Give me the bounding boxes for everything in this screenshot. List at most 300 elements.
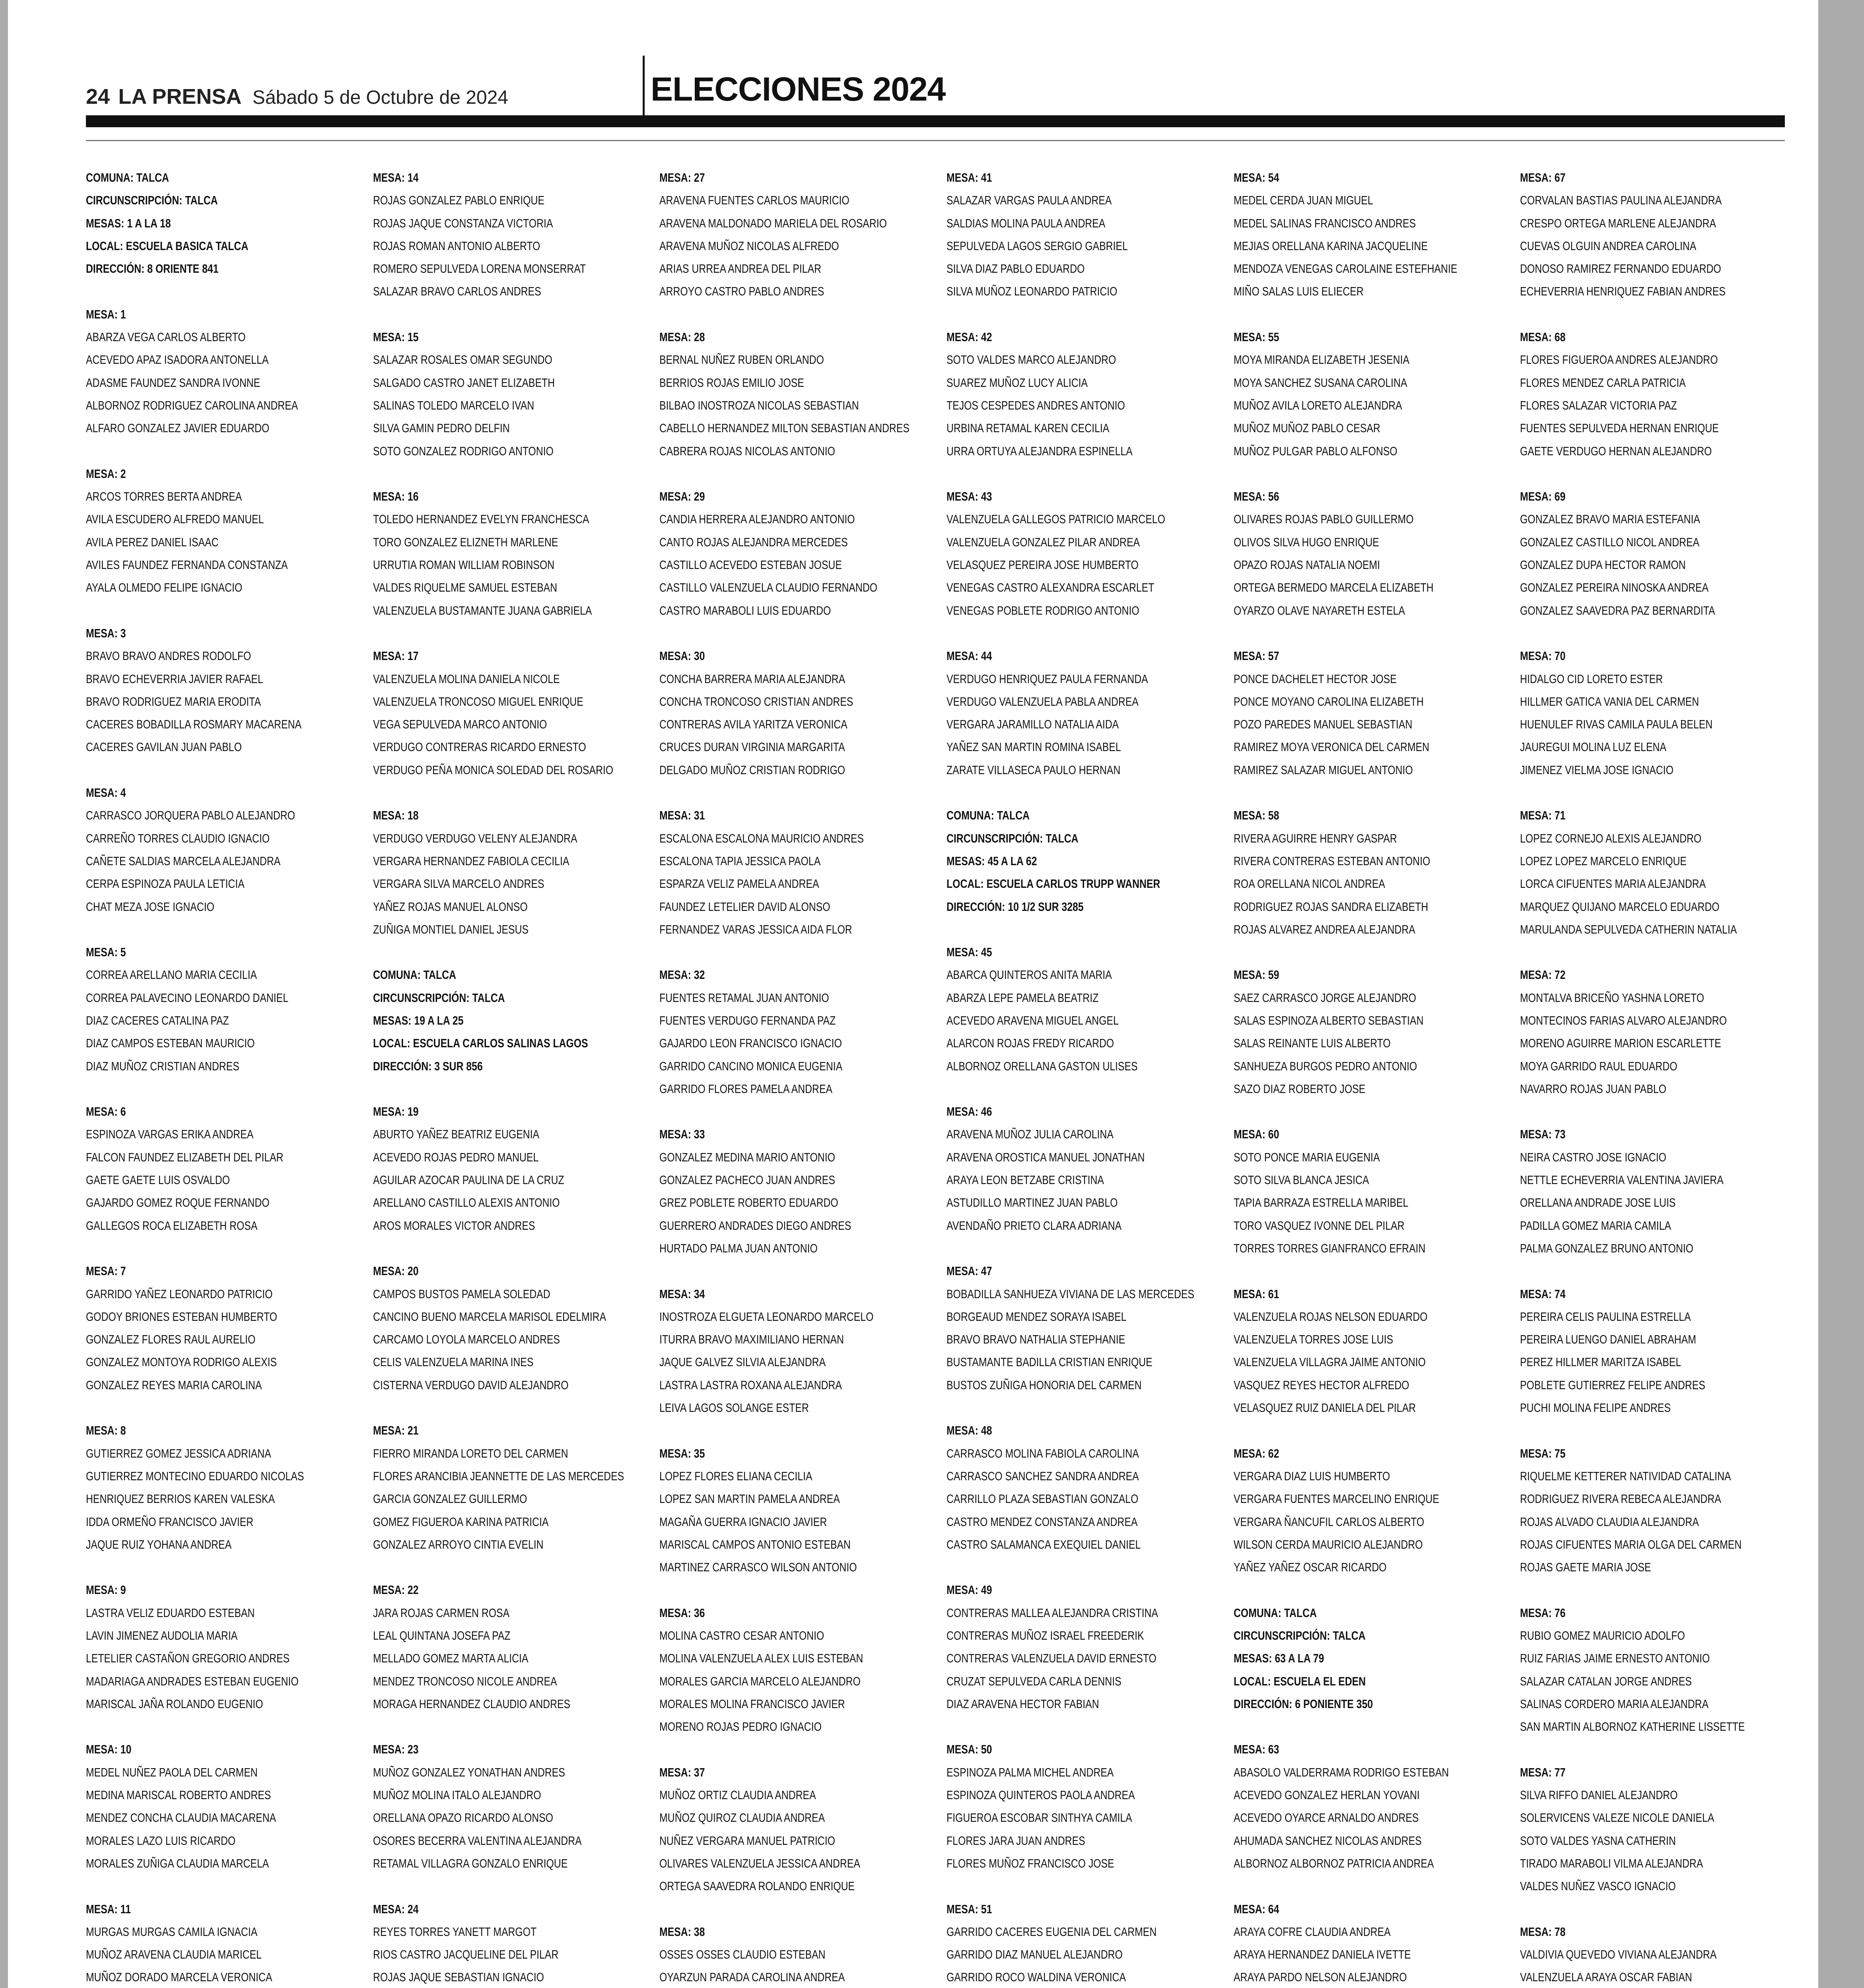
mesa-heading: MESA: 27: [659, 171, 705, 184]
voter-name: ARAVENA MALDONADO MARIELA DEL ROSARIO: [659, 216, 887, 230]
voter-name: ADASME FAUNDEZ SANDRA IVONNE: [86, 375, 260, 390]
mesa-heading: MESA: 46: [947, 1105, 992, 1119]
voter-name: CARCAMO LOYOLA MARCELO ANDRES: [373, 1332, 560, 1347]
voter-name: CARREÑO TORRES CLAUDIO IGNACIO: [86, 831, 270, 845]
voter-name: MURGAS MURGAS CAMILA IGNACIA: [86, 1924, 258, 1939]
voter-name: GAJARDO LEON FRANCISCO IGNACIO: [659, 1036, 842, 1050]
voter-name: SOTO VALDES YASNA CATHERIN: [1520, 1833, 1676, 1848]
mesa-heading: MESA: 18: [373, 808, 419, 823]
voter-name: GARRIDO CACERES EUGENIA DEL CARMEN: [947, 1924, 1157, 1939]
voter-name: LOPEZ CORNEJO ALEXIS ALEJANDRO: [1520, 831, 1702, 845]
voter-name: MOYA SANCHEZ SUSANA CAROLINA: [1234, 375, 1407, 390]
voter-name: ACEVEDO APAZ ISADORA ANTONELLA: [86, 353, 269, 367]
voter-name: GARCIA GONZALEZ GUILLERMO: [373, 1492, 527, 1506]
voter-name: TEJOS CESPEDES ANDRES ANTONIO: [947, 398, 1125, 412]
voter-name: SOTO VALDES MARCO ALEJANDRO: [947, 353, 1116, 367]
list-spacer: [86, 1237, 360, 1260]
voter-name: ORTEGA SAAVEDRA ROLANDO ENRIQUE: [659, 1879, 855, 1893]
voter-name: VASQUEZ REYES HECTOR ALFREDO: [1234, 1378, 1409, 1392]
local-info: LOCAL: ESCUELA CARLOS TRUPP WANNER: [947, 877, 1160, 891]
list-spacer: [86, 918, 360, 941]
voter-name: ARROYO CASTRO PABLO ANDRES: [659, 284, 824, 299]
voter-name: LASTRA LASTRA ROXANA ALEJANDRA: [659, 1378, 842, 1392]
voter-name: CARRASCO SANCHEZ SANDRA ANDREA: [947, 1469, 1139, 1483]
mesa-heading: MESA: 64: [1234, 1902, 1279, 1916]
list-spacer: [947, 303, 1221, 326]
mesa-heading: MESA: 14: [373, 171, 419, 184]
voter-name: PONCE DACHELET HECTOR JOSE: [1234, 672, 1397, 686]
voter-name: VALDES NUÑEZ VASCO IGNACIO: [1520, 1879, 1676, 1893]
voter-name: FALCON FAUNDEZ ELIZABETH DEL PILAR: [86, 1150, 284, 1164]
list-spacer: [373, 941, 647, 963]
voter-name: ARIAS URREA ANDREA DEL PILAR: [659, 262, 822, 276]
list-spacer: [1234, 462, 1508, 485]
voter-name: CONTRERAS MALLEA ALEJANDRA CRISTINA: [947, 1606, 1158, 1620]
local-info: CIRCUNSCRIPCIÓN: TALCA: [1234, 1629, 1366, 1642]
voter-name: FUENTES VERDUGO FERNANDA PAZ: [659, 1013, 836, 1027]
voter-name: TAPIA BARRAZA ESTRELLA MARIBEL: [1234, 1196, 1409, 1210]
voter-name: FLORES MUÑOZ FRANCISCO JOSE: [947, 1856, 1114, 1870]
mesa-heading: MESA: 8: [86, 1423, 126, 1438]
voter-name: MOYA GARRIDO RAUL EDUARDO: [1520, 1059, 1677, 1073]
voter-name: AROS MORALES VICTOR ANDRES: [373, 1218, 535, 1233]
voter-name: SANHUEZA BURGOS PEDRO ANTONIO: [1234, 1059, 1417, 1073]
column-1: [86, 166, 360, 1988]
voter-name: CARRASCO JORQUERA PABLO ALEJANDRO: [86, 808, 295, 823]
list-spacer: [947, 1237, 1221, 1260]
local-info: MESAS: 1 A LA 18: [86, 216, 171, 230]
column-3: [659, 166, 934, 1988]
voter-name: ESPINOZA VARGAS ERIKA ANDREA: [86, 1127, 254, 1142]
mesa-heading: MESA: 16: [373, 489, 419, 504]
voter-name: VALENZUELA BUSTAMANTE JUANA GABRIELA: [373, 603, 592, 617]
local-info: CIRCUNSCRIPCIÓN: TALCA: [947, 831, 1079, 845]
voter-name: GONZALEZ BRAVO MARIA ESTEFANIA: [1520, 512, 1700, 526]
voter-name: JAUREGUI MOLINA LUZ ELENA: [1520, 740, 1666, 754]
voter-name: SALAZAR BRAVO CARLOS ANDRES: [373, 284, 541, 299]
mesa-heading: MESA: 42: [947, 330, 992, 344]
voter-name: MONTALVA BRICEÑO YASHNA LORETO: [1520, 990, 1705, 1005]
local-info: LOCAL: ESCUELA BASICA TALCA: [86, 239, 249, 253]
voter-name: VERGARA SILVA MARCELO ANDRES: [373, 877, 544, 891]
voter-name: GARRIDO CANCINO MONICA EUGENIA: [659, 1059, 843, 1073]
polling-lists: [86, 166, 1796, 1988]
voter-name: FUENTES SEPULVEDA HERNAN ENRIQUE: [1520, 421, 1719, 435]
voter-name: CHAT MEZA JOSE IGNACIO: [86, 899, 214, 914]
voter-name: MORAGA HERNANDEZ CLAUDIO ANDRES: [373, 1697, 571, 1711]
voter-name: PEREIRA LUENGO DANIEL ABRAHAM: [1520, 1332, 1696, 1347]
voter-name: PEREZ HILLMER MARITZA ISABEL: [1520, 1355, 1681, 1369]
voter-name: ROJAS ROMAN ANTONIO ALBERTO: [373, 239, 540, 253]
voter-name: ACEVEDO GONZALEZ HERLAN YOVANI: [1234, 1788, 1420, 1802]
voter-name: CONTRERAS MUÑOZ ISRAEL FREEDERIK: [947, 1629, 1144, 1642]
mesa-heading: MESA: 22: [373, 1583, 419, 1597]
list-spacer: [1234, 303, 1508, 326]
mesa-heading: MESA: 23: [373, 1742, 419, 1757]
voter-name: FLORES FIGUEROA ANDRES ALEJANDRO: [1520, 353, 1718, 367]
voter-name: BOBADILLA SANHUEZA VIVIANA DE LAS MERCEDES: [947, 1287, 1194, 1301]
voter-name: MOLINA VALENZUELA ALEX LUIS ESTEBAN: [659, 1651, 863, 1666]
mesa-heading: MESA: 33: [659, 1127, 705, 1142]
voter-name: CABRERA ROJAS NICOLAS ANTONIO: [659, 444, 835, 458]
mesa-heading: MESA: 21: [373, 1423, 419, 1438]
voter-name: MUÑOZ ARAVENA CLAUDIA MARICEL: [86, 1947, 262, 1962]
mesa-heading: MESA: 15: [373, 330, 419, 344]
voter-name: ROMERO SEPULVEDA LORENA MONSERRAT: [373, 262, 586, 276]
list-spacer: [373, 1715, 647, 1738]
mesa-heading: MESA: 57: [1234, 649, 1279, 663]
mesa-heading: MESA: 78: [1520, 1924, 1566, 1939]
voter-name: POZO PAREDES MANUEL SEBASTIAN: [1234, 717, 1413, 732]
local-info: DIRECCIÓN: 10 1/2 SUR 3285: [947, 899, 1084, 914]
section-title: ELECCIONES 2024: [651, 70, 946, 108]
voter-name: MORENO AGUIRRE MARION ESCARLETTE: [1520, 1036, 1721, 1050]
voter-name: RODRIGUEZ ROJAS SANDRA ELIZABETH: [1234, 899, 1429, 914]
list-spacer: [86, 599, 360, 622]
voter-name: ALBORNOZ RODRIGUEZ CAROLINA ANDREA: [86, 398, 298, 412]
voter-name: MORALES LAZO LUIS RICARDO: [86, 1833, 236, 1848]
voter-name: ACEVEDO ARAVENA MIGUEL ANGEL: [947, 1013, 1119, 1027]
mesa-heading: MESA: 63: [1234, 1742, 1279, 1757]
mesa-heading: MESA: 76: [1520, 1606, 1566, 1620]
voter-name: VERDUGO CONTRERAS RICARDO ERNESTO: [373, 740, 586, 754]
mesa-heading: MESA: 45: [947, 945, 992, 959]
voter-name: ALBORNOZ ORELLANA GASTON ULISES: [947, 1059, 1138, 1073]
voter-name: VERGARA JARAMILLO NATALIA AIDA: [947, 717, 1119, 732]
local-info: COMUNA: TALCA: [947, 808, 1030, 823]
voter-name: TOLEDO HERNANDEZ EVELYN FRANCHESCA: [373, 512, 589, 526]
voter-name: CABELLO HERNANDEZ MILTON SEBASTIAN ANDRES: [659, 421, 910, 435]
column-2: [373, 166, 647, 1988]
list-spacer: [86, 1715, 360, 1738]
local-info: LOCAL: ESCUELA EL EDEN: [1234, 1674, 1366, 1688]
voter-name: ECHEVERRIA HENRIQUEZ FABIAN ANDRES: [1520, 284, 1726, 299]
voter-name: MUÑOZ AVILA LORETO ALEJANDRA: [1234, 398, 1402, 412]
column-6: [1520, 166, 1794, 1988]
voter-name: VALENZUELA ROJAS NELSON EDUARDO: [1234, 1309, 1428, 1324]
voter-name: ESPINOZA PALMA MICHEL ANDREA: [947, 1765, 1114, 1779]
list-spacer: [1234, 1100, 1508, 1123]
voter-name: MEJIAS ORELLANA KARINA JACQUELINE: [1234, 239, 1428, 253]
mesa-heading: MESA: 51: [947, 1902, 992, 1916]
list-spacer: [1520, 1578, 1794, 1601]
voter-name: MENDEZ TRONCOSO NICOLE ANDREA: [373, 1674, 557, 1688]
voter-name: SOLERVICENS VALEZE NICOLE DANIELA: [1520, 1811, 1714, 1825]
mesa-heading: MESA: 41: [947, 171, 992, 184]
voter-name: CONCHA BARRERA MARIA ALEJANDRA: [659, 672, 846, 686]
voter-name: LOPEZ LOPEZ MARCELO ENRIQUE: [1520, 854, 1687, 868]
list-spacer: [659, 1898, 934, 1920]
list-spacer: [86, 1556, 360, 1578]
list-spacer: [947, 918, 1221, 941]
voter-name: VALDES RIQUELME SAMUEL ESTEBAN: [373, 580, 558, 595]
voter-name: VALENZUELA ARAYA OSCAR FABIAN: [1520, 1970, 1692, 1984]
voter-name: PEREIRA CELIS PAULINA ESTRELLA: [1520, 1309, 1691, 1324]
voter-name: MIÑO SALAS LUIS ELIECER: [1234, 284, 1364, 299]
voter-name: CASTRO MENDEZ CONSTANZA ANDREA: [947, 1514, 1138, 1529]
voter-name: GUTIERREZ MONTECINO EDUARDO NICOLAS: [86, 1469, 304, 1483]
voter-name: SILVA DIAZ PABLO EDUARDO: [947, 262, 1085, 276]
mesa-heading: MESA: 68: [1520, 330, 1566, 344]
local-info: COMUNA: TALCA: [1234, 1606, 1317, 1620]
list-spacer: [659, 622, 934, 645]
voter-name: BRAVO ECHEVERRIA JAVIER RAFAEL: [86, 672, 263, 686]
column-4: [947, 166, 1221, 1988]
voter-name: VERGARA ÑANCUFIL CARLOS ALBERTO: [1234, 1514, 1425, 1529]
list-spacer: [86, 280, 360, 303]
list-spacer: [1520, 1419, 1794, 1442]
voter-name: MUÑOZ DORADO MARCELA VERONICA: [86, 1970, 272, 1984]
voter-name: JARA ROJAS CARMEN ROSA: [373, 1606, 510, 1620]
voter-name: LOPEZ FLORES ELIANA CECILIA: [659, 1469, 812, 1483]
voter-name: GAETE GAETE LUIS OSVALDO: [86, 1173, 230, 1187]
mesa-heading: MESA: 67: [1520, 171, 1566, 184]
mesa-heading: MESA: 24: [373, 1902, 419, 1916]
list-spacer: [1234, 781, 1508, 804]
voter-name: GONZALEZ DUPA HECTOR RAMON: [1520, 558, 1686, 572]
voter-name: CANTO ROJAS ALEJANDRA MERCEDES: [659, 535, 848, 549]
mesa-heading: MESA: 61: [1234, 1287, 1279, 1301]
list-spacer: [373, 781, 647, 804]
voter-name: MELLADO GOMEZ MARTA ALICIA: [373, 1651, 529, 1666]
voter-name: PADILLA GOMEZ MARIA CAMILA: [1520, 1218, 1671, 1233]
local-info: COMUNA: TALCA: [86, 171, 169, 184]
voter-name: MARQUEZ QUIJANO MARCELO EDUARDO: [1520, 899, 1720, 914]
mesa-heading: MESA: 31: [659, 808, 705, 823]
voter-name: RETAMAL VILLAGRA GONZALO ENRIQUE: [373, 1856, 568, 1870]
voter-name: MENDEZ CONCHA CLAUDIA MACARENA: [86, 1811, 276, 1825]
mesa-heading: MESA: 55: [1234, 330, 1279, 344]
local-info: MESAS: 45 A LA 62: [947, 854, 1037, 868]
mesa-heading: MESA: 69: [1520, 489, 1566, 504]
voter-name: DIAZ CACERES CATALINA PAZ: [86, 1013, 229, 1027]
voter-name: NETTLE ECHEVERRIA VALENTINA JAVIERA: [1520, 1173, 1724, 1187]
list-spacer: [947, 622, 1221, 645]
list-spacer: [947, 1556, 1221, 1578]
voter-name: LAVIN JIMENEZ AUDOLIA MARIA: [86, 1629, 238, 1642]
voter-name: DIAZ CAMPOS ESTEBAN MAURICIO: [86, 1036, 255, 1050]
mesa-heading: MESA: 56: [1234, 489, 1279, 504]
list-spacer: [373, 1396, 647, 1419]
voter-name: OLIVARES VALENZUELA JESSICA ANDREA: [659, 1856, 860, 1870]
mesa-heading: MESA: 74: [1520, 1287, 1566, 1301]
voter-name: VALENZUELA GONZALEZ PILAR ANDREA: [947, 535, 1140, 549]
voter-name: MEDEL NUÑEZ PAOLA DEL CARMEN: [86, 1765, 258, 1779]
list-spacer: [86, 1396, 360, 1419]
voter-name: OLIVARES ROJAS PABLO GUILLERMO: [1234, 512, 1414, 526]
voter-name: RUBIO GOMEZ MAURICIO ADOLFO: [1520, 1629, 1685, 1642]
voter-name: VENEGAS CASTRO ALEXANDRA ESCARLET: [947, 580, 1155, 595]
list-spacer: [373, 1077, 647, 1100]
voter-name: MAGAÑA GUERRA IGNACIO JAVIER: [659, 1514, 827, 1529]
voter-name: MARTINEZ CARRASCO WILSON ANTONIO: [659, 1560, 857, 1574]
mesa-heading: MESA: 59: [1234, 968, 1279, 982]
voter-name: CORREA ARELLANO MARIA CECILIA: [86, 968, 257, 982]
voter-name: CONCHA TRONCOSO CRISTIAN ANDRES: [659, 694, 853, 709]
voter-name: FIGUEROA ESCOBAR SINTHYA CAMILA: [947, 1811, 1132, 1825]
voter-name: LEIVA LAGOS SOLANGE ESTER: [659, 1401, 809, 1415]
voter-name: VERGARA HERNANDEZ FABIOLA CECILIA: [373, 854, 570, 868]
voter-name: BORGEAUD MENDEZ SORAYA ISABEL: [947, 1309, 1127, 1324]
mesa-heading: MESA: 29: [659, 489, 705, 504]
list-spacer: [86, 1077, 360, 1100]
voter-name: ORELLANA ANDRADE JOSE LUIS: [1520, 1196, 1676, 1210]
voter-name: MARISCAL CAMPOS ANTONIO ESTEBAN: [659, 1537, 851, 1551]
voter-name: LETELIER CASTAÑON GREGORIO ANDRES: [86, 1651, 290, 1666]
voter-name: GALLEGOS ROCA ELIZABETH ROSA: [86, 1218, 258, 1233]
list-spacer: [659, 1419, 934, 1442]
voter-name: ROJAS JAQUE CONSTANZA VICTORIA: [373, 216, 553, 230]
voter-name: OSSES OSSES CLAUDIO ESTEBAN: [659, 1947, 826, 1962]
list-spacer: [1234, 941, 1508, 963]
voter-name: GUERRERO ANDRADES DIEGO ANDRES: [659, 1218, 851, 1233]
voter-name: ARAVENA MUÑOZ NICOLAS ALFREDO: [659, 239, 839, 253]
voter-name: OYARZO OLAVE NAYARETH ESTELA: [1234, 603, 1405, 617]
list-spacer: [1520, 781, 1794, 804]
voter-name: GODOY BRIONES ESTEBAN HUMBERTO: [86, 1309, 277, 1324]
voter-name: CASTRO MARABOLI LUIS EDUARDO: [659, 603, 831, 617]
voter-name: TORO GONZALEZ ELIZNETH MARLENE: [373, 535, 558, 549]
mesa-heading: MESA: 28: [659, 330, 705, 344]
voter-name: MADARIAGA ANDRADES ESTEBAN EUGENIO: [86, 1674, 299, 1688]
mesa-heading: MESA: 75: [1520, 1446, 1566, 1460]
list-spacer: [1520, 1100, 1794, 1123]
voter-name: GONZALEZ MONTOYA RODRIGO ALEXIS: [86, 1355, 277, 1369]
voter-name: MUÑOZ ORTIZ CLAUDIA ANDREA: [659, 1788, 816, 1802]
voter-name: ACEVEDO ROJAS PEDRO MANUEL: [373, 1150, 539, 1164]
voter-name: SALINAS CORDERO MARIA ALEJANDRA: [1520, 1697, 1709, 1711]
voter-name: ARAYA PARDO NELSON ALEJANDRO: [1234, 1970, 1407, 1984]
voter-name: ABASOLO VALDERRAMA RODRIGO ESTEBAN: [1234, 1765, 1449, 1779]
mesa-heading: MESA: 73: [1520, 1127, 1566, 1142]
voter-name: ROJAS ALVAREZ ANDREA ALEJANDRA: [1234, 922, 1415, 936]
mesa-heading: MESA: 47: [947, 1264, 992, 1278]
voter-name: SUAREZ MUÑOZ LUCY ALICIA: [947, 375, 1088, 390]
voter-name: FLORES JARA JUAN ANDRES: [947, 1833, 1085, 1848]
voter-name: GARRIDO ROCO WALDINA VERONICA: [947, 1970, 1126, 1984]
voter-name: MEDEL SALINAS FRANCISCO ANDRES: [1234, 216, 1416, 230]
voter-name: HILLMER GATICA VANIA DEL CARMEN: [1520, 694, 1699, 709]
voter-name: SALAZAR ROSALES OMAR SEGUNDO: [373, 353, 552, 367]
list-spacer: [1234, 1875, 1508, 1897]
voter-name: DIAZ ARAVENA HECTOR FABIAN: [947, 1697, 1099, 1711]
voter-name: HIDALGO CID LORETO ESTER: [1520, 672, 1663, 686]
voter-name: BRAVO BRAVO ANDRES RODOLFO: [86, 649, 251, 663]
list-spacer: [1234, 1260, 1508, 1282]
voter-name: GARRIDO DIAZ MANUEL ALEJANDRO: [947, 1947, 1123, 1962]
voter-name: MARISCAL JAÑA ROLANDO EUGENIO: [86, 1697, 263, 1711]
voter-name: GONZALEZ PACHECO JUAN ANDRES: [659, 1173, 835, 1187]
voter-name: CRUZAT SEPULVEDA CARLA DENNIS: [947, 1674, 1122, 1688]
mesa-heading: MESA: 2: [86, 466, 126, 481]
mesa-heading: MESA: 4: [86, 786, 126, 800]
mesa-heading: MESA: 19: [373, 1105, 419, 1119]
voter-name: SILVA RIFFO DANIEL ALEJANDRO: [1520, 1788, 1678, 1802]
mesa-heading: MESA: 32: [659, 968, 705, 982]
voter-name: SALINAS TOLEDO MARCELO IVAN: [373, 398, 535, 412]
voter-name: CARRASCO MOLINA FABIOLA CAROLINA: [947, 1446, 1139, 1460]
voter-name: JAQUE GALVEZ SILVIA ALEJANDRA: [659, 1355, 826, 1369]
mesa-heading: MESA: 77: [1520, 1765, 1566, 1779]
newspaper-page: [8, 0, 1818, 1988]
voter-name: PONCE MOYANO CAROLINA ELIZABETH: [1234, 694, 1424, 709]
voter-name: ROJAS GAETE MARIA JOSE: [1520, 1560, 1651, 1574]
voter-name: JAQUE RUIZ YOHANA ANDREA: [86, 1537, 232, 1551]
voter-name: SALDIAS MOLINA PAULA ANDREA: [947, 216, 1106, 230]
voter-name: GONZALEZ PEREIRA NINOSKA ANDREA: [1520, 580, 1709, 595]
voter-name: MUÑOZ QUIROZ CLAUDIA ANDREA: [659, 1811, 825, 1825]
voter-name: VALENZUELA VILLAGRA JAIME ANTONIO: [1234, 1355, 1426, 1369]
voter-name: CASTILLO VALENZUELA CLAUDIO FERNANDO: [659, 580, 878, 595]
local-info: CIRCUNSCRIPCIÓN: TALCA: [86, 193, 218, 208]
voter-name: SOTO PONCE MARIA EUGENIA: [1234, 1150, 1380, 1164]
voter-name: CONTRERAS AVILA YARITZA VERONICA: [659, 717, 847, 732]
voter-name: GONZALEZ REYES MARIA CAROLINA: [86, 1378, 262, 1392]
list-spacer: [1520, 303, 1794, 326]
mesa-heading: MESA: 38: [659, 1924, 705, 1939]
voter-name: SALAS ESPINOZA ALBERTO SEBASTIAN: [1234, 1013, 1424, 1027]
voter-name: IDDA ORMEÑO FRANCISCO JAVIER: [86, 1514, 254, 1529]
voter-name: GREZ POBLETE ROBERTO EDUARDO: [659, 1196, 838, 1210]
voter-name: GUTIERREZ GOMEZ JESSICA ADRIANA: [86, 1446, 271, 1460]
voter-name: ARELLANO CASTILLO ALEXIS ANTONIO: [373, 1196, 560, 1210]
voter-name: ALARCON ROJAS FREDY RICARDO: [947, 1036, 1114, 1050]
list-spacer: [1520, 1738, 1794, 1761]
voter-name: CERPA ESPINOZA PAULA LETICIA: [86, 877, 245, 891]
voter-name: FAUNDEZ LETELIER DAVID ALONSO: [659, 899, 830, 914]
list-spacer: [373, 622, 647, 645]
voter-name: VELASQUEZ RUIZ DANIELA DEL PILAR: [1234, 1401, 1416, 1415]
voter-name: CASTRO SALAMANCA EXEQUIEL DANIEL: [947, 1537, 1141, 1551]
mesa-heading: MESA: 5: [86, 945, 126, 959]
voter-name: CACERES GAVILAN JUAN PABLO: [86, 740, 242, 754]
voter-name: URBINA RETAMAL KAREN CECILIA: [947, 421, 1110, 435]
mesa-heading: MESA: 50: [947, 1742, 992, 1757]
voter-name: RAMIREZ MOYA VERONICA DEL CARMEN: [1234, 740, 1429, 754]
voter-name: CARRILLO PLAZA SEBASTIAN GONZALO: [947, 1492, 1139, 1506]
voter-name: CORVALAN BASTIAS PAULINA ALEJANDRA: [1520, 193, 1722, 208]
mesa-heading: MESA: 60: [1234, 1127, 1279, 1142]
voter-name: VALENZUELA GALLEGOS PATRICIO MARCELO: [947, 512, 1165, 526]
list-spacer: [1520, 1898, 1794, 1920]
voter-name: MENDOZA VENEGAS CAROLAINE ESTEFHANIE: [1234, 262, 1458, 276]
voter-name: URRUTIA ROMAN WILLIAM ROBINSON: [373, 558, 555, 572]
list-spacer: [1520, 462, 1794, 485]
voter-name: CANCINO BUENO MARCELA MARISOL EDELMIRA: [373, 1309, 606, 1324]
voter-name: ABARCA QUINTEROS ANITA MARIA: [947, 968, 1112, 982]
voter-name: BRAVO BRAVO NATHALIA STEPHANIE: [947, 1332, 1125, 1347]
mesa-heading: MESA: 6: [86, 1105, 126, 1119]
local-info: DIRECCIÓN: 3 SUR 856: [373, 1059, 483, 1073]
voter-name: BUSTAMANTE BADILLA CRISTIAN ENRIQUE: [947, 1355, 1153, 1369]
voter-name: RUIZ FARIAS JAIME ERNESTO ANTONIO: [1520, 1651, 1710, 1666]
voter-name: CACERES BOBADILLA ROSMARY MACARENA: [86, 717, 302, 732]
voter-name: AVENDAÑO PRIETO CLARA ADRIANA: [947, 1218, 1122, 1233]
mesa-heading: MESA: 37: [659, 1765, 705, 1779]
voter-name: AGUILAR AZOCAR PAULINA DE LA CRUZ: [373, 1173, 564, 1187]
voter-name: CRESPO ORTEGA MARLENE ALEJANDRA: [1520, 216, 1716, 230]
mesa-heading: MESA: 49: [947, 1583, 992, 1597]
voter-name: PALMA GONZALEZ BRUNO ANTONIO: [1520, 1241, 1693, 1255]
mesa-heading: MESA: 30: [659, 649, 705, 663]
list-spacer: [947, 1077, 1221, 1100]
voter-name: GONZALEZ FLORES RAUL AURELIO: [86, 1332, 256, 1347]
voter-name: MUÑOZ PULGAR PABLO ALFONSO: [1234, 444, 1398, 458]
voter-name: CISTERNA VERDUGO DAVID ALEJANDRO: [373, 1378, 569, 1392]
column-5: [1234, 166, 1508, 1988]
list-spacer: [1234, 1715, 1508, 1738]
voter-name: ACEVEDO OYARCE ARNALDO ANDRES: [1234, 1811, 1419, 1825]
